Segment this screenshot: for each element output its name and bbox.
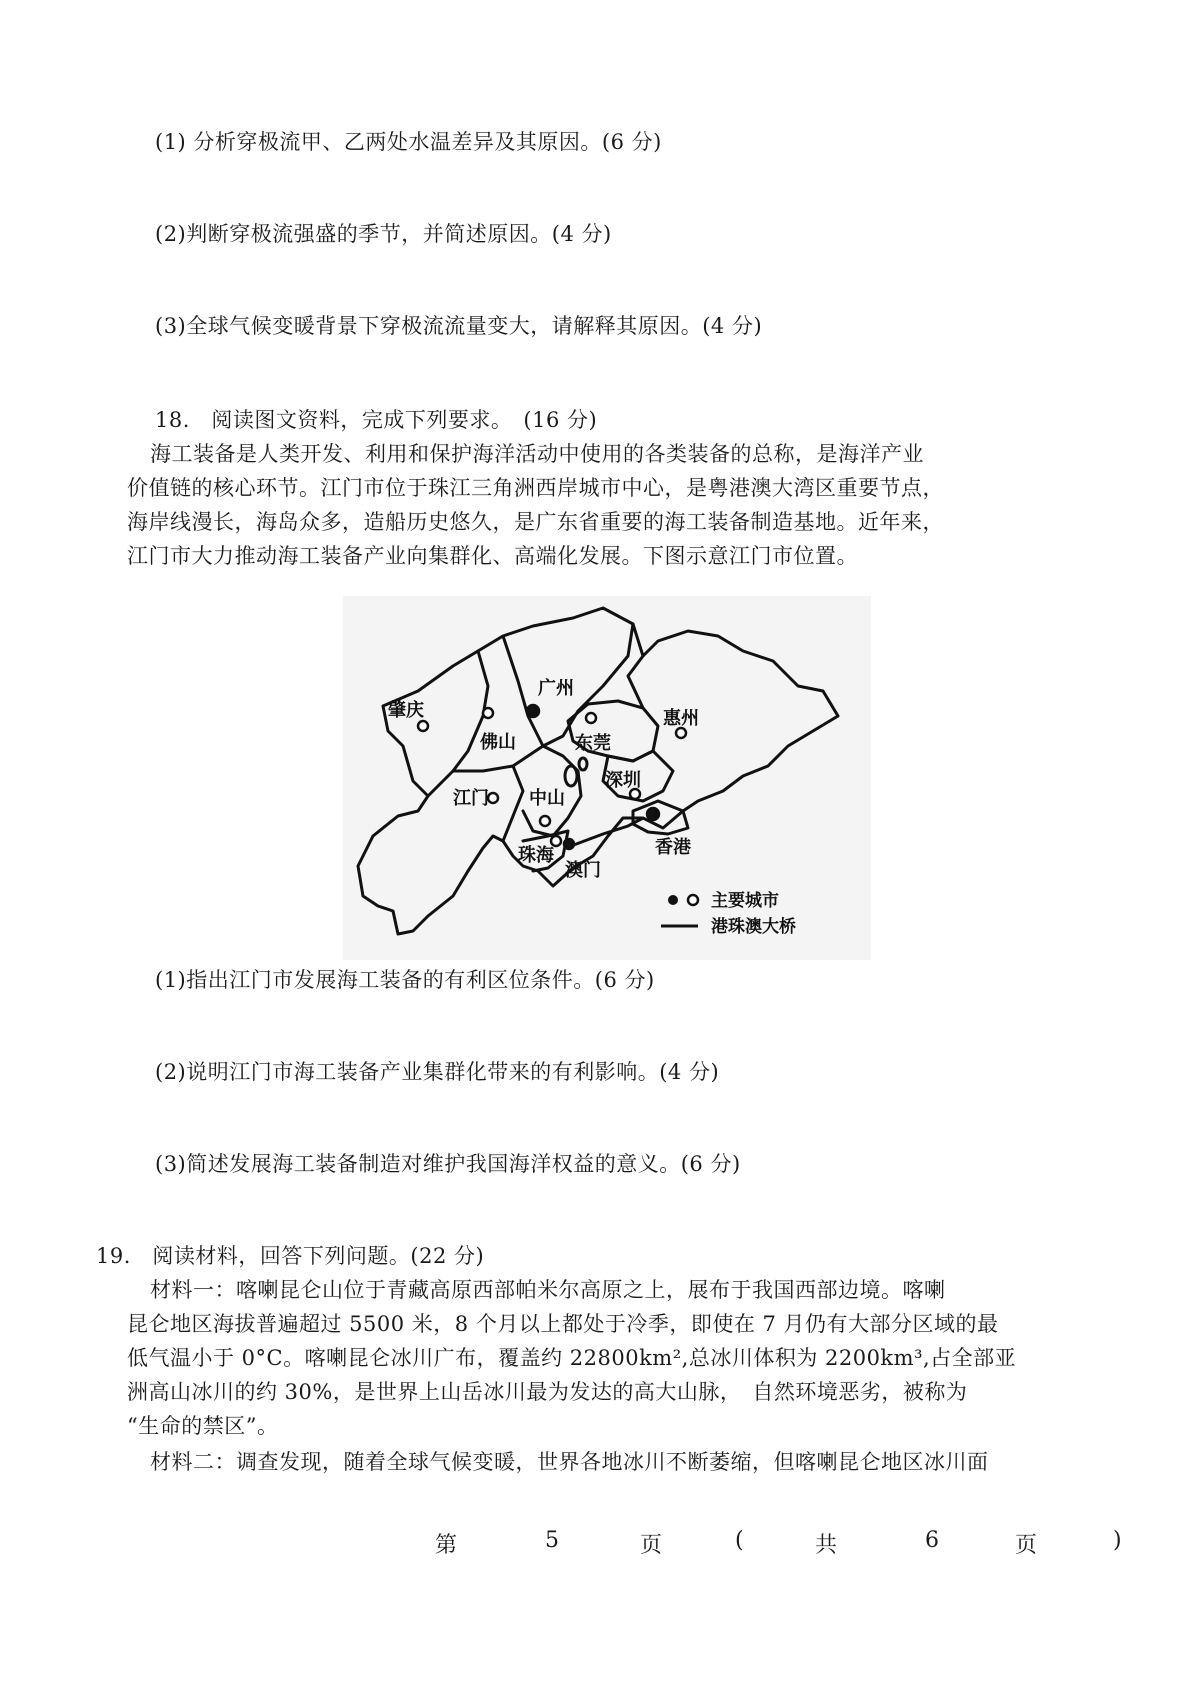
q18-para-line-2: 价值链的核心环节。江门市位于珠江三角洲西岸城市中心，是粤港澳大湾区重要节点， <box>127 476 944 500</box>
q18-sub3: (3)简述发展海工装备制造对维护我国海洋权益的意义。(6 分) <box>155 1152 741 1176</box>
hzm-bridge <box>571 818 643 846</box>
region-outline <box>358 608 838 934</box>
border-huizhou <box>628 656 643 708</box>
label-huizhou: 惠州 <box>663 708 699 729</box>
q18-para-line-3: 海岸线漫长，海岛众多，造船历史悠久，是广东省重要的海工装备制造基地。近年来， <box>127 510 944 534</box>
q17-sub2: (2)判断穿极流强盛的季节，并简述原因。(4 分) <box>155 222 612 246</box>
q19-m1-line-2: 昆仑地区海拔普遍超过 5500 米，8 个月以上都处于冷季，即使在 7 月仍有大部分区域的最 <box>127 1312 999 1336</box>
marker-guangzhou <box>527 705 539 717</box>
border-foshan-guangzhou <box>503 636 543 746</box>
legend-cities: 主要城市 <box>711 891 779 911</box>
q17-sub3: (3)全球气候变暖背景下穿极流流量变大，请解释其原因。(4 分) <box>155 314 763 338</box>
map-svg <box>343 596 871 960</box>
q19-m1-line-4: 洲高山冰川的约 30%，是世界上山岳冰川最为发达的高大山脉， 自然环境恶劣，被称为 <box>127 1380 968 1404</box>
label-foshan: 佛山 <box>480 732 516 753</box>
legend-solid-dot-icon <box>668 895 678 905</box>
border-zhaoqing-foshan <box>428 651 488 796</box>
marker-huizhou <box>676 728 686 738</box>
footer-total-pages: 6 <box>925 1528 939 1553</box>
island-b <box>579 758 587 770</box>
legend-hollow-dot-icon <box>688 895 698 905</box>
q18-title: 18. 阅读图文资料，完成下列要求。 (16 分) <box>155 408 598 432</box>
legend-bridge: 港珠澳大桥 <box>711 917 796 937</box>
marker-hongkong <box>647 808 659 820</box>
marker-foshan <box>483 708 493 718</box>
label-zhaoqing: 肇庆 <box>388 700 424 721</box>
q19-m1-line-1: 材料一：喀喇昆仑山位于青藏高原西部帕米尔高原之上，展布于我国西部边境。喀喇 <box>150 1278 946 1302</box>
footer-gong: 共 <box>815 1533 838 1558</box>
label-guangzhou: 广州 <box>538 678 574 699</box>
marker-zhongshan <box>540 816 550 826</box>
marker-dongguan <box>586 713 596 723</box>
marker-macau <box>564 839 574 849</box>
label-macau: 澳门 <box>565 860 601 881</box>
footer-right-paren: ) <box>1113 1528 1122 1553</box>
label-jiangmen: 江门 <box>453 788 489 809</box>
footer-di: 第 <box>435 1533 458 1558</box>
footer-left-paren: ( <box>735 1528 744 1553</box>
island-a <box>565 766 577 786</box>
label-zhuhai: 珠海 <box>518 845 554 866</box>
label-dongguan: 东莞 <box>575 733 611 754</box>
footer-ye: 页 <box>640 1533 663 1558</box>
q19-m1-line-5: “生命的禁区”。 <box>127 1414 279 1438</box>
marker-jiangmen <box>488 793 498 803</box>
marker-zhaoqing <box>418 721 428 731</box>
jiangmen-location-map <box>343 596 871 960</box>
q17-sub1: (1) 分析穿极流甲、乙两处水温差异及其原因。(6 分) <box>155 130 662 154</box>
label-shenzhen: 深圳 <box>605 770 641 791</box>
q18-para-line-1: 海工装备是人类开发、利用和保护海洋活动中使用的各类装备的总称，是海洋产业 <box>150 442 924 466</box>
q19-m2-line-1: 材料二：调查发现，随着全球气候变暖，世界各地冰川不断萎缩，但喀喇昆仑地区冰川面 <box>150 1450 989 1474</box>
q18-para-line-4: 江门市大力推动海工装备产业向集群化、高端化发展。下图示意江门市位置。 <box>127 544 858 568</box>
q18-sub2: (2)说明江门市海工装备产业集群化带来的有利影响。(4 分) <box>155 1060 720 1084</box>
border-jiangmen-zhongshan <box>503 766 523 841</box>
footer-page-number: 5 <box>545 1528 559 1553</box>
footer-ye2: 页 <box>1015 1533 1038 1558</box>
q18-sub1: (1)指出江门市发展海工装备的有利区位条件。(6 分) <box>155 968 655 992</box>
q19-title: 19. 阅读材料，回答下列问题。(22 分) <box>96 1244 485 1268</box>
q19-m1-line-3: 低气温小于 0°C。喀喇昆仑冰川广布，覆盖约 22800km²,总冰川体积为 2200km³,占全部亚 <box>127 1346 1017 1370</box>
label-zhongshan: 中山 <box>529 788 565 809</box>
label-hongkong: 香港 <box>655 837 691 858</box>
